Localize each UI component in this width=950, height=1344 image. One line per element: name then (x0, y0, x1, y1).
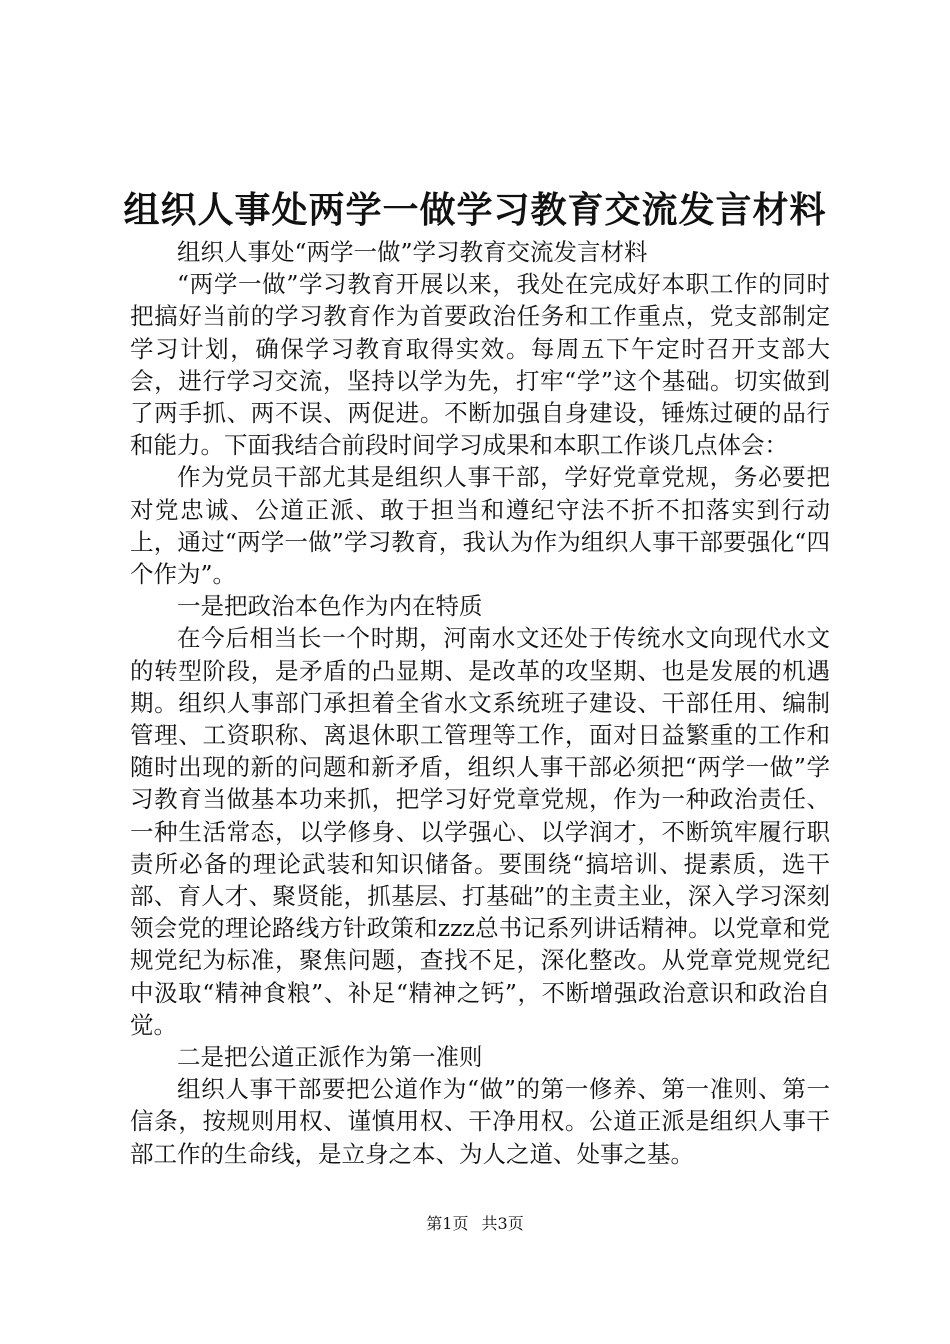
page-total: 共3页 (481, 1214, 524, 1233)
section-heading-one: 一是把政治本色作为内在特质 (177, 592, 483, 621)
page-footer (0, 1214, 950, 1234)
section-heading-two: 二是把公道正派作为第一准则 (177, 1043, 483, 1072)
paragraph-section-one: 在今后相当长一个时期，河南水文还处于传统水文向现代水文的转型阶段，是矛盾的凸显期、是改革的攻坚期、也是发展的机遇期。组织人事部门承担着全省水文系统班子建设、干部任用、编制管理、工资职称、离退休职工管理等工作，面对日益繁重的工作和随时出现的新的问题和新矛盾，组织人事干部必须把“两学一做”学习教育当做基本功来抓，把学习好党章党规，作为一种政治责任、一种生活常态，以学修身、以学强心、以学润才，不断筑牢履行职责所必备的理论武装和知识储备。要围绕“搞培训、提素质，选干部、育人才、聚贤能，抓基层、打基础”的主责主业，深入学习深刻领会党的理论路线方针政策和zzz总书记系列讲话精神。以党章和党规党纪为标准，聚焦问题，查找不足，深化整改。从党章党规党纪中汲取“精神食粮”、补足“精神之钙”，不断增强政治意识和政治自觉。 (130, 624, 830, 1039)
document-title: 组织人事处两学一做学习教育交流发言材料 (123, 189, 827, 231)
document-body (130, 236, 830, 1170)
page-number: 第1页 (426, 1214, 469, 1233)
paragraph-section-two: 组织人事干部要把公道作为“做”的第一修养、第一准则、第一信条，按规则用权、谨慎用权、干净用权。公道正派是组织人事干部工作的生命线，是立身之本、为人之道、处事之基。 (130, 1075, 830, 1168)
paragraph-overview: 作为党员干部尤其是组织人事干部，学好党章党规，务必要把对党忠诚、公道正派、敢于担当和遵纪守法不折不扣落实到行动上，通过“两学一做”学习教育，我认为作为组织人事干部要强化“四个作为”。 (130, 463, 830, 589)
paragraph-intro: “两学一做”学习教育开展以来，我处在完成好本职工作的同时把搞好当前的学习教育作为首要政治任务和工作重点，党支部制定学习计划，确保学习教育取得实效。每周五下午定时召开支部大会，进行学习交流，坚持以学为先，打牢“学”这个基础。切实做到了两手抓、两不误、两促进。不断加强自身建设，锤炼过硬的品行和能力。下面我结合前段时间学习成果和本职工作谈几点体会： (130, 270, 830, 460)
paragraph-heading: 组织人事处“两学一做”学习教育交流发言材料 (177, 238, 648, 266)
